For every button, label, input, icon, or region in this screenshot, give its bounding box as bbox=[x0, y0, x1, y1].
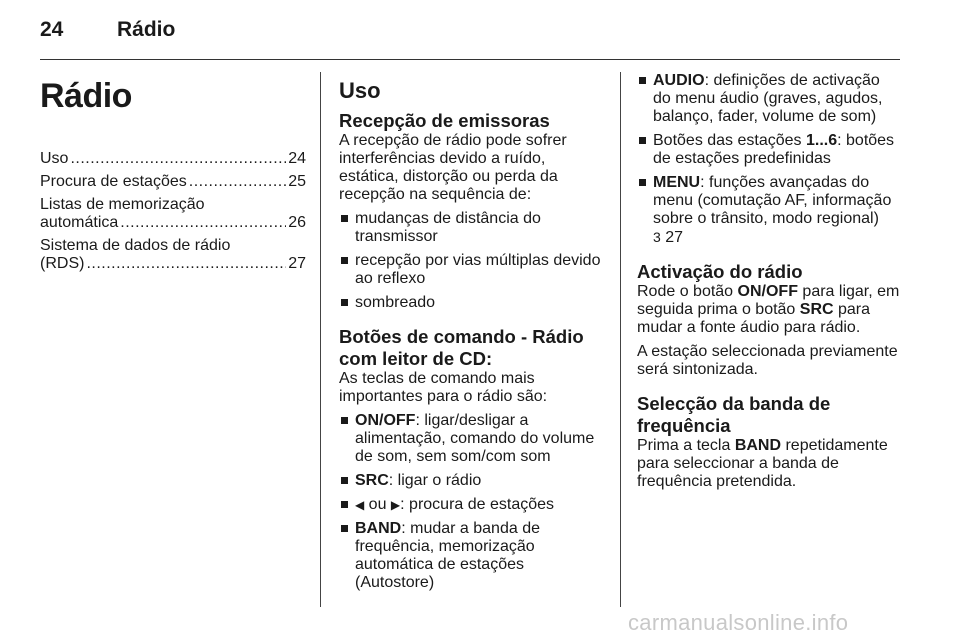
column-divider bbox=[320, 72, 321, 607]
page-header bbox=[40, 18, 900, 48]
key-label: AUDIO bbox=[653, 72, 705, 89]
list-item: sombreado bbox=[339, 294, 605, 312]
list-item: BAND: mudar a banda de frequência, memorização automática de estações (Autostore) bbox=[339, 520, 605, 592]
column-right bbox=[637, 72, 901, 497]
toc-leader-dots bbox=[70, 150, 286, 168]
list-item: recepção por vias múltiplas devido ao reflexo bbox=[339, 252, 605, 288]
list-item: Botões das estações 1...6: botões de estações predefinidas bbox=[637, 132, 901, 168]
page-number: 24 bbox=[40, 18, 64, 41]
table-of-contents bbox=[40, 150, 306, 273]
key-label: 1...6 bbox=[805, 132, 838, 149]
toc-label: (RDS) bbox=[40, 255, 85, 272]
watermark: carmanualsonline.info bbox=[628, 610, 849, 635]
key-label: SRC bbox=[355, 472, 389, 489]
key-label: ON/OFF bbox=[355, 412, 416, 429]
left-arrow-icon: ◀ bbox=[355, 498, 365, 512]
cross-reference-icon: 3 bbox=[653, 229, 661, 245]
toc-label: Uso bbox=[40, 150, 69, 167]
subheading-band: Selecção da banda de frequência bbox=[637, 393, 831, 436]
section-heading-uso: Uso bbox=[339, 78, 381, 103]
key-label: ON/OFF bbox=[737, 283, 798, 300]
controls-intro: As teclas de comando mais importantes para o rádio são: bbox=[339, 370, 548, 405]
header-rule bbox=[40, 59, 900, 60]
toc-leader-dots bbox=[120, 214, 286, 232]
key-label: MENU bbox=[653, 174, 701, 191]
key-label: BAND bbox=[734, 437, 782, 454]
reception-intro: A recepção de rádio pode sofrer interferências devido a ruído, estática, distorção ou perda da recepção na sequência de: bbox=[339, 132, 567, 203]
activation-paragraph-2: A estação seleccionada previamente será sintonizada. bbox=[637, 343, 898, 378]
toc-entry[interactable] bbox=[40, 237, 306, 273]
toc-page: 25 bbox=[288, 173, 306, 190]
reception-list bbox=[339, 210, 605, 312]
controls-list-continued bbox=[637, 72, 901, 247]
column-divider bbox=[620, 72, 621, 607]
toc-page: 27 bbox=[288, 255, 306, 272]
subheading-activation: Activação do rádio bbox=[637, 261, 803, 282]
toc-entry[interactable] bbox=[40, 150, 306, 168]
key-label: SRC bbox=[799, 301, 834, 318]
list-item: mudanças de distância do transmissor bbox=[339, 210, 605, 246]
right-arrow-icon: ▶ bbox=[390, 498, 401, 512]
band-paragraph: Prima a tecla BAND repetidamente para seleccionar a banda de frequência pretendida. bbox=[637, 437, 888, 490]
toc-entry[interactable] bbox=[40, 196, 306, 232]
subheading-reception: Recepção de emissoras bbox=[339, 110, 550, 131]
toc-leader-dots bbox=[86, 255, 286, 273]
subheading-controls: Botões de comando - Rádio com leitor de CD: bbox=[339, 326, 584, 369]
toc-leader-dots bbox=[189, 173, 286, 191]
column-uso bbox=[339, 72, 605, 598]
toc-label-line1: Sistema de dados de rádio bbox=[40, 237, 231, 254]
list-item: ◀ ou ▶: procura de estações bbox=[339, 496, 605, 514]
cross-reference-page[interactable]: 27 bbox=[660, 229, 684, 246]
list-item: AUDIO: definições de activação do menu áudio (graves, agudos, balanço, fader, volume de som) bbox=[637, 72, 901, 126]
list-item: SRC: ligar o rádio bbox=[339, 472, 605, 490]
list-item: MENU: funções avançadas do menu (comutação AF, informação sobre o trânsito, modo regional) 3 27 bbox=[637, 174, 901, 247]
key-label: BAND bbox=[355, 520, 402, 537]
toc-page: 26 bbox=[288, 214, 306, 231]
toc-label: Procura de estações bbox=[40, 173, 187, 190]
column-toc bbox=[40, 72, 306, 278]
chapter-title: Rádio bbox=[40, 77, 132, 115]
list-item: ON/OFF: ligar/desligar a alimentação, comando do volume de som, sem som/com som bbox=[339, 412, 605, 466]
toc-page: 24 bbox=[288, 150, 306, 167]
toc-label-line1: Listas de memorização bbox=[40, 196, 205, 213]
header-section-title: Rádio bbox=[117, 18, 176, 41]
toc-label: automática bbox=[40, 214, 119, 231]
activation-paragraph: Rode o botão ON/OFF para ligar, em seguida prima o botão SRC para mudar a fonte áudio para rádio. bbox=[637, 283, 900, 336]
toc-entry[interactable] bbox=[40, 173, 306, 191]
controls-list bbox=[339, 412, 605, 592]
